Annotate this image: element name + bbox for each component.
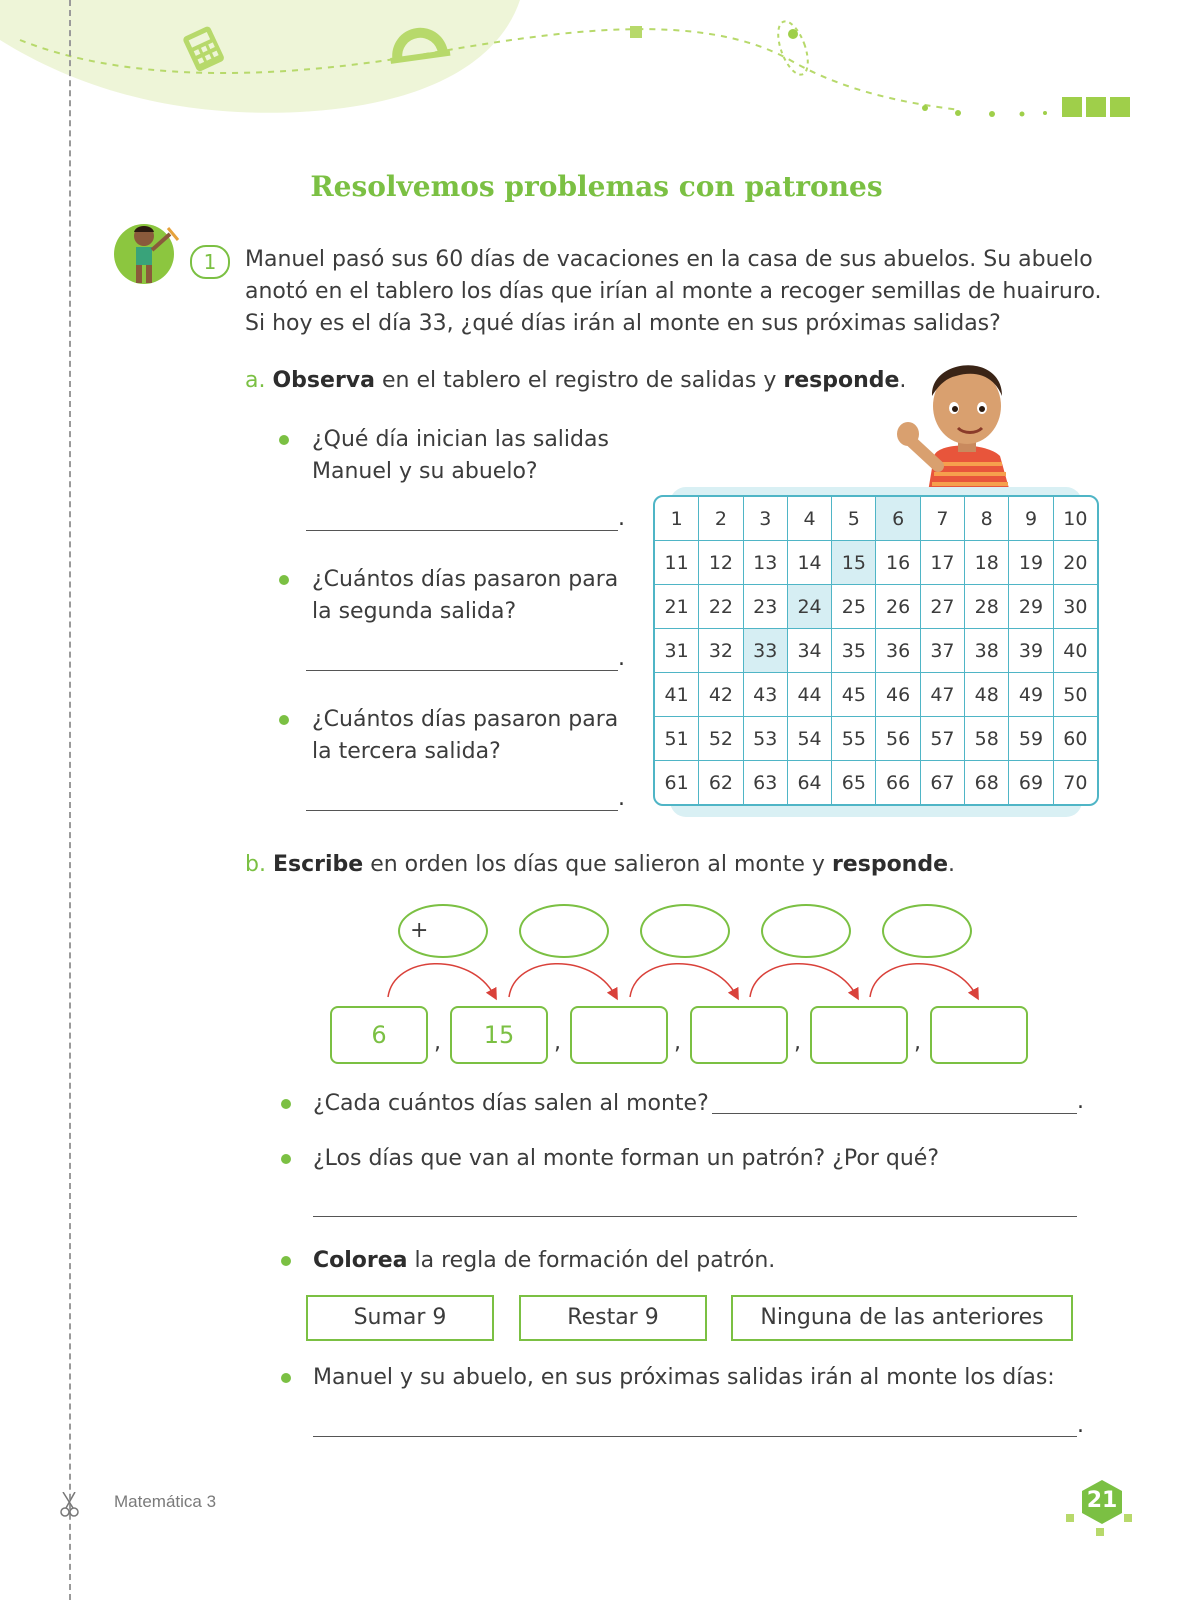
board-cell: 48 xyxy=(965,673,1009,717)
board-cell: 47 xyxy=(921,673,965,717)
sequence-box[interactable] xyxy=(570,1006,668,1064)
part-b-instruction: b. Escribe en orden los días que salieron al monte y responde. xyxy=(245,852,956,877)
page-title: Resolvemos problemas con patrones xyxy=(310,170,883,203)
board-cell: 60 xyxy=(1054,717,1097,761)
page-number: 21 xyxy=(1086,1488,1118,1513)
board-cell: 33 xyxy=(744,629,788,673)
board-cell: 29 xyxy=(1009,585,1053,629)
answer-blank-a2[interactable] xyxy=(306,670,618,671)
bullet xyxy=(279,715,289,725)
question-b3: Colorea la regla de formación del patrón. xyxy=(313,1248,776,1273)
bullet xyxy=(281,1099,291,1109)
part-a-verb1: Observa xyxy=(272,368,375,393)
board-cell: 3 xyxy=(744,497,788,541)
board-cell: 52 xyxy=(699,717,743,761)
board-cell: 40 xyxy=(1054,629,1097,673)
board-cell: 15 xyxy=(832,541,876,585)
arrow-icon xyxy=(630,964,736,997)
board-cell: 50 xyxy=(1054,673,1097,717)
board-cell: 31 xyxy=(655,629,699,673)
part-a-letter: a. xyxy=(245,368,266,393)
board-cell: 41 xyxy=(655,673,699,717)
board-cell: 62 xyxy=(699,761,743,804)
answer-blank-a3[interactable] xyxy=(306,810,618,811)
increment-oval[interactable] xyxy=(882,904,972,958)
arrow-icon xyxy=(388,964,494,997)
board-cell: 28 xyxy=(965,585,1009,629)
board-cell: 19 xyxy=(1009,541,1053,585)
board-cell: 6 xyxy=(876,497,920,541)
sequence-box[interactable]: 6 xyxy=(330,1006,428,1064)
cube-icon xyxy=(630,26,642,38)
board-cell: 44 xyxy=(788,673,832,717)
board-cell: 4 xyxy=(788,497,832,541)
board-cell: 20 xyxy=(1054,541,1097,585)
answer-blank-b2[interactable] xyxy=(313,1216,1077,1217)
board-cell: 65 xyxy=(832,761,876,804)
boy-illustration xyxy=(890,346,1030,492)
board-cell: 64 xyxy=(788,761,832,804)
arrow-icon xyxy=(870,964,976,997)
bullet xyxy=(281,1256,291,1266)
board-cell: 21 xyxy=(655,585,699,629)
board-cell: 54 xyxy=(788,717,832,761)
bullet xyxy=(281,1154,291,1164)
board-cell: 13 xyxy=(744,541,788,585)
board-cell: 32 xyxy=(699,629,743,673)
sequence-box[interactable] xyxy=(690,1006,788,1064)
board-cell: 45 xyxy=(832,673,876,717)
board-cell: 49 xyxy=(1009,673,1053,717)
board-cell: 9 xyxy=(1009,497,1053,541)
pattern-arrows xyxy=(370,955,1010,1005)
board-cell: 1 xyxy=(655,497,699,541)
problem-statement xyxy=(245,244,1115,340)
increment-oval[interactable] xyxy=(761,904,851,958)
board-cell: 12 xyxy=(699,541,743,585)
increment-oval[interactable]: + xyxy=(398,904,488,958)
number-board-table xyxy=(653,495,1099,806)
board-row xyxy=(655,629,1097,673)
board-cell: 7 xyxy=(921,497,965,541)
board-cell: 67 xyxy=(921,761,965,804)
board-cell: 24 xyxy=(788,585,832,629)
problem-number: 1 xyxy=(190,245,230,279)
arrow-icon xyxy=(750,964,856,997)
number-board xyxy=(653,495,1099,805)
cut-line xyxy=(69,0,71,1600)
small-cubes-icon xyxy=(1064,1510,1136,1538)
board-cell: 26 xyxy=(876,585,920,629)
board-cell: 68 xyxy=(965,761,1009,804)
board-cell: 58 xyxy=(965,717,1009,761)
board-cell: 37 xyxy=(921,629,965,673)
problem-line: anotó en el tablero los días que irían al monte a recoger semillas de huairuro. xyxy=(245,279,1102,304)
question-a3: ¿Cuántos días pasaron para la tercera salida? xyxy=(312,707,619,764)
problem-line: Si hoy es el día 33, ¿qué días irán al monte en sus próximas salidas? xyxy=(245,311,1001,336)
arrow-icon xyxy=(509,964,615,997)
board-cell: 42 xyxy=(699,673,743,717)
question-a1: ¿Qué día inician las salidas Manuel y su abuelo? xyxy=(312,427,609,484)
board-row xyxy=(655,673,1097,717)
board-cell: 30 xyxy=(1054,585,1097,629)
board-cell: 38 xyxy=(965,629,1009,673)
board-cell: 2 xyxy=(699,497,743,541)
answer-blank-b4[interactable] xyxy=(313,1436,1077,1437)
board-cell: 59 xyxy=(1009,717,1053,761)
student-avatar-icon xyxy=(112,218,184,292)
cubes-icon xyxy=(1062,97,1130,117)
board-cell: 27 xyxy=(921,585,965,629)
sequence-box[interactable]: 15 xyxy=(450,1006,548,1064)
header-decoration xyxy=(0,0,1193,140)
answer-blank-a1[interactable] xyxy=(306,530,618,531)
board-cell: 11 xyxy=(655,541,699,585)
board-cell: 18 xyxy=(965,541,1009,585)
board-cell: 53 xyxy=(744,717,788,761)
board-row xyxy=(655,541,1097,585)
board-cell: 61 xyxy=(655,761,699,804)
footer-book-title: Matemática 3 xyxy=(114,1492,217,1511)
scissors-icon xyxy=(58,1492,82,1518)
option-sumar-9[interactable]: Sumar 9 xyxy=(306,1295,494,1341)
board-cell: 70 xyxy=(1063,771,1088,794)
board-cell: 66 xyxy=(876,761,920,804)
board-cell: 36 xyxy=(876,629,920,673)
part-b-verb1: Escribe xyxy=(272,852,364,877)
board-cell: 5 xyxy=(832,497,876,541)
board-cell: 46 xyxy=(876,673,920,717)
board-row xyxy=(655,585,1097,629)
board-cell: 25 xyxy=(832,585,876,629)
part-a-verb2: responde xyxy=(783,368,900,393)
board-cell: 8 xyxy=(965,497,1009,541)
board-cell: 10 xyxy=(1054,497,1097,541)
bullet xyxy=(281,1373,291,1383)
board-row xyxy=(655,717,1097,761)
board-cell: 69 xyxy=(1009,761,1053,804)
board-cell: 63 xyxy=(744,761,788,804)
board-cell: 35 xyxy=(832,629,876,673)
answer-blank-b1[interactable] xyxy=(712,1113,1077,1114)
board-cell: 39 xyxy=(1009,629,1053,673)
board-cell: 56 xyxy=(876,717,920,761)
board-cell: 34 xyxy=(788,629,832,673)
question-b1: ¿Cada cuántos días salen al monte? xyxy=(313,1091,709,1116)
part-a-instruction: a. Observa en el tablero el registro de salidas y responde. xyxy=(245,368,907,393)
problem-line: Manuel pasó sus 60 días de vacaciones en la casa de sus abuelos. Su abuelo xyxy=(245,247,1093,272)
bullet xyxy=(279,435,289,445)
option-ninguna[interactable]: Ninguna de las anteriores xyxy=(731,1295,1073,1341)
board-row xyxy=(655,497,1097,541)
board-cell: 55 xyxy=(832,717,876,761)
board-cell: 23 xyxy=(744,585,788,629)
question-b4: Manuel y su abuelo, en sus próximas salidas irán al monte los días: xyxy=(313,1365,1055,1390)
board-cell: 22 xyxy=(699,585,743,629)
board-cell: 51 xyxy=(655,717,699,761)
board-cell: 16 xyxy=(876,541,920,585)
board-row xyxy=(655,761,1097,804)
part-b-verb2: responde xyxy=(831,852,949,877)
increment-oval[interactable] xyxy=(640,904,730,958)
sequence-box[interactable] xyxy=(930,1006,1028,1064)
option-restar-9[interactable]: Restar 9 xyxy=(519,1295,707,1341)
board-cell: 17 xyxy=(921,541,965,585)
sequence-box[interactable] xyxy=(810,1006,908,1064)
board-cell: 14 xyxy=(788,541,832,585)
question-a2: ¿Cuántos días pasaron para la segunda salida? xyxy=(312,567,619,624)
part-b-letter: b. xyxy=(245,852,266,877)
question-b2: ¿Los días que van al monte forman un patrón? ¿Por qué? xyxy=(313,1146,940,1171)
bullet xyxy=(279,575,289,585)
board-cell: 57 xyxy=(921,717,965,761)
board-cell: 43 xyxy=(744,673,788,717)
increment-oval[interactable] xyxy=(519,904,609,958)
